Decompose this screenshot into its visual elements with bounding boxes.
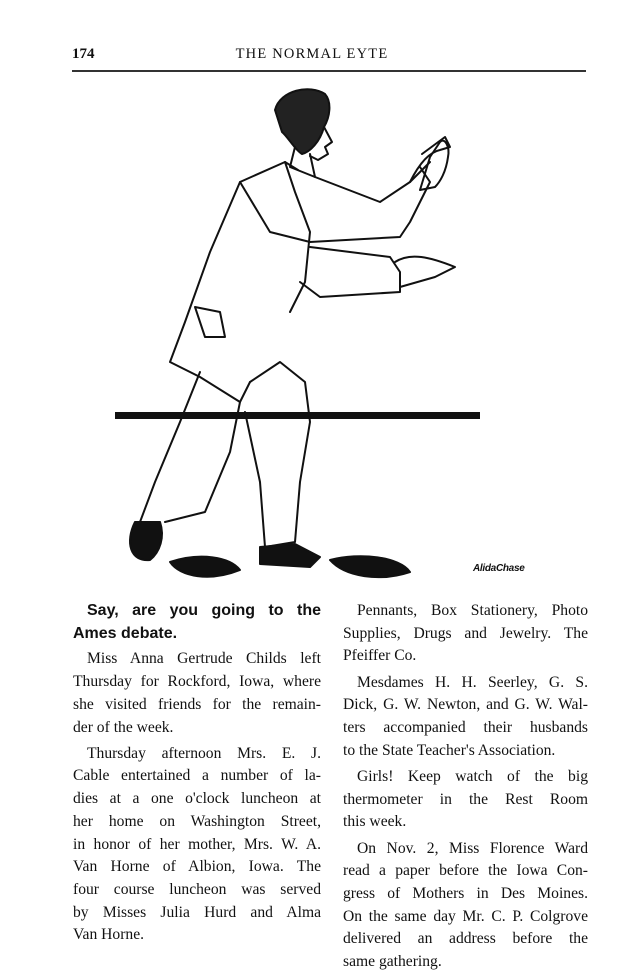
text-line: Van Horne of Albion, Iowa. The xyxy=(73,858,321,876)
text-line: this week. xyxy=(343,813,407,831)
news-paragraph xyxy=(343,672,588,763)
text-line: her home on Washington Street, xyxy=(73,812,321,830)
text-line: four course luncheon was served xyxy=(73,880,321,898)
text-line: Pfeiffer Co. xyxy=(343,647,417,665)
running-title: THE NORMAL EYTE xyxy=(235,46,389,62)
text-line: same gathering. xyxy=(343,953,442,971)
text-line: she visited friends for the remain- xyxy=(73,695,321,713)
right-column xyxy=(343,600,588,977)
text-line: Miss Anna Gertrude Childs left xyxy=(87,650,321,668)
text-line: delivered an address before the xyxy=(343,930,588,948)
news-paragraph xyxy=(343,600,588,668)
text-line: Thursday for Rockford, Iowa, where xyxy=(73,673,321,691)
left-column xyxy=(73,600,321,951)
text-line: On the same day Mr. C. P. Colgrove xyxy=(343,907,588,925)
text-line: Ames debate. xyxy=(73,624,178,642)
text-line: thermometer in the Rest Room xyxy=(343,790,588,808)
podium-bar xyxy=(115,412,480,419)
text-line: by Misses Julia Hurd and Alma xyxy=(73,903,321,921)
text-line: Van Horne. xyxy=(73,926,145,944)
text-line: Supplies, Drugs and Jewelry. The xyxy=(343,624,588,642)
news-paragraph xyxy=(343,766,588,834)
header-rule xyxy=(72,70,586,72)
news-paragraph xyxy=(73,743,321,947)
news-paragraph xyxy=(343,838,588,974)
text-line: Dick, G. W. Newton, and G. W. Wal- xyxy=(343,696,588,714)
text-line: dies at a one o'clock luncheon at xyxy=(73,790,321,808)
text-line: to the State Teacher's Association. xyxy=(343,741,556,759)
news-paragraph xyxy=(73,648,321,739)
text-line: gress of Mothers in Des Moines. xyxy=(343,884,588,902)
text-line: Say, are you going to the xyxy=(87,602,321,619)
text-line: ters accompanied their husbands xyxy=(343,719,588,737)
text-line: read a paper before the Iowa Con- xyxy=(343,862,588,880)
text-line: Mesdames H. H. Seerley, G. S. xyxy=(357,673,588,691)
article-heading xyxy=(73,600,321,645)
text-line: Girls! Keep watch of the big xyxy=(357,767,588,785)
text-line: Thursday afternoon Mrs. E. J. xyxy=(87,744,321,762)
text-line: Pennants, Box Stationery, Photo xyxy=(357,602,588,619)
text-line: in honor of her mother, Mrs. W. A. xyxy=(73,835,321,853)
text-line: der of the week. xyxy=(73,718,174,736)
text-line: On Nov. 2, Miss Florence Ward xyxy=(357,839,588,857)
text-line: Cable entertained a number of la- xyxy=(73,767,321,785)
page-number: 174 xyxy=(72,46,95,62)
illustration-debater-sketch xyxy=(110,82,570,592)
artist-signature: AlidaChase xyxy=(473,563,525,574)
